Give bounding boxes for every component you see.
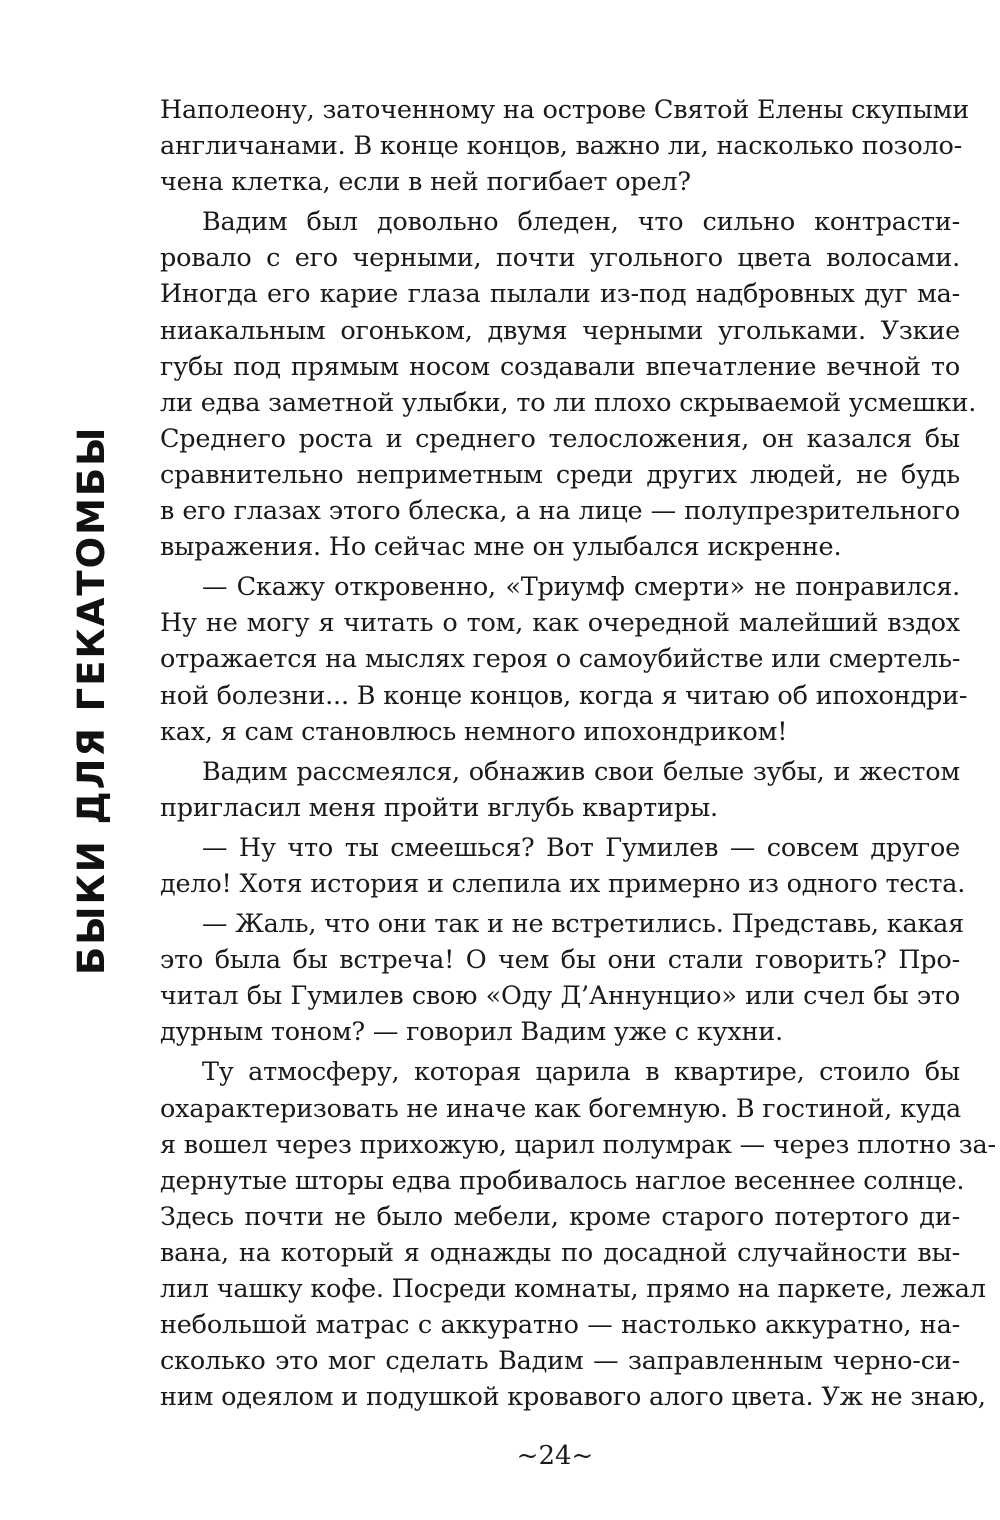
text-line: Вадим был довольно бледен, что сильно контрасти- (202, 207, 960, 238)
text-line: Наполеону, заточенному на острове Святой Елены скупыми (160, 95, 970, 125)
text-line: вана, на который я однажды по досадной случайности вы- (160, 1237, 960, 1268)
text-line: Ту атмосферу, которая царила в квартире, стоило бы (202, 1057, 960, 1088)
text-line: — Скажу откровенно, «Триумф смерти» не понравился. (202, 572, 960, 603)
text-line: ной болезни... В конце концов, когда я читаю об ипохондри- (160, 680, 968, 711)
text-line: пригласил меня пройти вглубь квартиры. (160, 792, 718, 823)
text-line: ним одеялом и подушкой кровавого алого цвета. Уж не знаю, (160, 1382, 986, 1413)
text-line: читал бы Гумилев свою «Оду Д’Аннунцио» или счел бы это (160, 981, 960, 1012)
text-line: — Жаль, что они так и не встретились. Представь, какая (202, 909, 965, 940)
text-line: ниакальным огоньком, двумя черными угольками. Узкие (160, 315, 960, 346)
text-line: дело! Хотя история и слепила их примерно из одного теста. (160, 868, 966, 899)
text-line: лил чашку кофе. Посреди комнаты, прямо на паркете, лежал (160, 1274, 986, 1304)
text-line: губы под прямым носом создавали впечатление вечной то (160, 351, 960, 382)
text-line: дернутые шторы едва пробивалось наглое весеннее солнце. (160, 1165, 965, 1196)
text-line: Ну не могу я читать о том, как очередной малейший вздох (160, 608, 960, 639)
text-line: ли едва заметной улыбки, то ли плохо скрываемой усмешки. (160, 387, 977, 418)
text-line: Иногда его карие глаза пылали из-под надбровных дуг ма- (160, 279, 960, 310)
text-line: — Ну что ты смеешься? Вот Гумилев — совсем другое (202, 832, 960, 863)
text-line: Вадим рассмеялся, обнажив свои белые зубы, и жестом (202, 756, 960, 787)
text-line: я вошел через прихожую, царил полумрак — через плотно за- (160, 1129, 996, 1160)
text-line: Среднего роста и среднего телосложения, он казался бы (160, 423, 960, 454)
text-line: чена клетка, если в ней погибает орел? (160, 167, 691, 198)
side-running-title: БЫКИ ДЛЯ ГЕКАТОМБЫ (70, 425, 113, 975)
text-line: в его глазах этого блеска, а на лице — полупрезрительного (160, 496, 960, 527)
text-line: Здесь почти не было мебели, кроме старого потертого ди- (160, 1201, 960, 1232)
body-text (160, 92, 996, 1415)
text-line: англичанами. В конце концов, важно ли, насколько позоло- (160, 131, 963, 162)
text-line: дурным тоном? — говорил Вадим уже с кухни. (160, 1017, 783, 1048)
page-number: ~24~ (516, 1441, 594, 1471)
text-line: это была бы встреча! О чем бы они стали говорить? Про- (160, 945, 960, 976)
text-line: небольшой матрас с аккуратно — настолько аккуратно, на- (160, 1310, 960, 1341)
text-line: отражается на мыслях героя о самоубийстве или смертель- (160, 644, 961, 675)
text-line: ровало с его черными, почти угольного цвета волосами. (160, 243, 960, 274)
text-line: сравнительно неприметным среди других людей, не будь (160, 459, 960, 490)
text-line: ках, я сам становлюсь немного ипохондриком! (160, 716, 788, 747)
text-line: выражения. Но сейчас мне он улыбался искренне. (160, 532, 842, 563)
text-line: сколько это мог сделать Вадим — заправленным черно-си- (160, 1346, 960, 1377)
text-line: охарактеризовать не иначе как богемную. В гостиной, куда (160, 1093, 962, 1124)
